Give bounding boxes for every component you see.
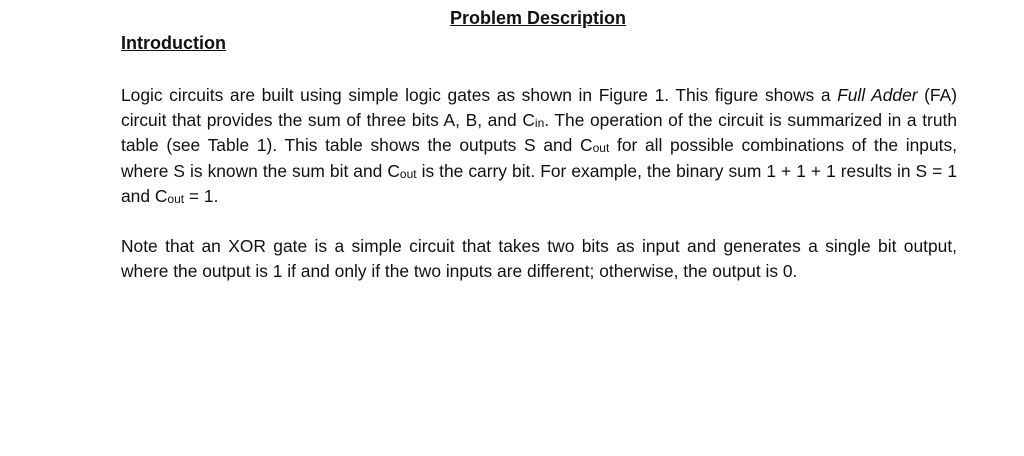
subscript-in: in <box>534 116 545 131</box>
text-run: (FA) circuit that provides the sum of three bits A, B, and C <box>121 85 957 131</box>
subscript-out: out <box>167 191 185 206</box>
text-run: for all possible combinations of the inputs, where S is known the sum bit and C <box>121 135 957 181</box>
text-run: . The operation of the circuit is summarized in a truth table (see Table 1). This table shows the outputs S and C <box>121 110 958 156</box>
xor-note-paragraph: Note that an XOR gate is a simple circuit that takes two bits as input and generates a single bit output, where the output is 1 if and only if the two inputs are different; otherwise, the output is 0. <box>121 236 957 282</box>
subscript-out: out <box>399 166 417 181</box>
subscript-out: out <box>592 141 610 156</box>
page-title: Problem Description <box>450 8 627 28</box>
text-run: is the carry bit. For example, the binary sum 1 + 1 + 1 results in S = 1 and C <box>121 160 957 206</box>
intro-paragraph <box>121 83 957 209</box>
text-run: = 1. <box>184 185 219 206</box>
italic-term-full-adder: Full Adder <box>837 85 918 105</box>
section-heading-introduction: Introduction <box>121 33 226 53</box>
text-run: Logic circuits are built using simple logic gates as shown in Figure 1. This figure shows a <box>121 85 838 105</box>
